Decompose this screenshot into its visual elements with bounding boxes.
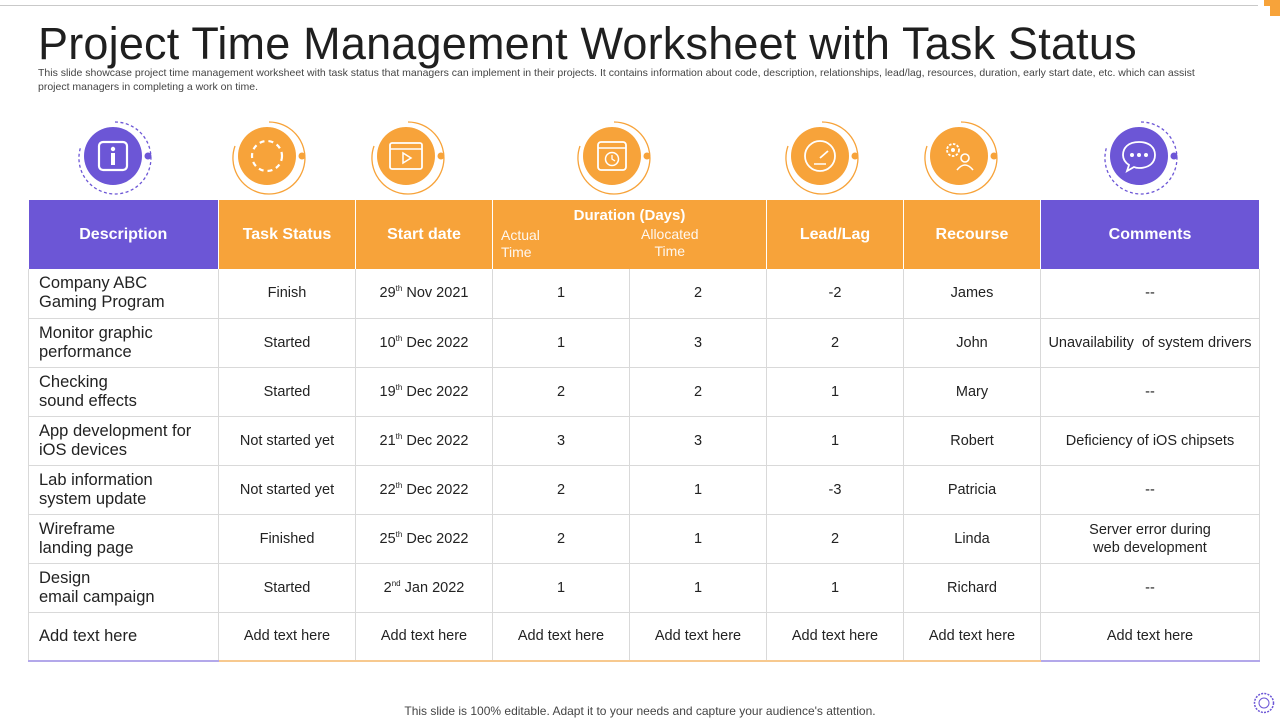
date-day: 29: [379, 285, 396, 302]
cell-allocated-time: 2: [630, 269, 767, 318]
date-day: 22: [379, 481, 396, 498]
cell-description[interactable]: Add text here: [29, 612, 219, 661]
description-line: App development for: [39, 421, 192, 440]
cell-actual-time: 1: [493, 269, 630, 318]
date-suffix: th: [395, 431, 403, 441]
cell-lead-lag: 1: [767, 416, 904, 465]
cell-start-date: [356, 563, 493, 612]
cell-start-date[interactable]: Add text here: [356, 612, 493, 661]
cell-task-status: Not started yet: [219, 465, 356, 514]
date-suffix: th: [395, 529, 403, 539]
cell-actual-time: 2: [493, 514, 630, 563]
cell-description: [29, 416, 219, 465]
comment-line: web development: [1093, 539, 1207, 556]
comment-line: Deficiency of iOS chipsets: [1065, 432, 1235, 449]
table-row: [29, 514, 1260, 563]
description-line: landing page: [39, 538, 134, 557]
cell-lead-lag[interactable]: Add text here: [767, 612, 904, 661]
cell-actual-time: 2: [493, 465, 630, 514]
date-rest: Nov 2021: [402, 285, 469, 302]
cell-task-status: Started: [219, 367, 356, 416]
cell-resource: Patricia: [904, 465, 1041, 514]
cell-allocated-time: 2: [630, 367, 767, 416]
date-day: 10: [379, 334, 396, 351]
cell-resource: James: [904, 269, 1041, 318]
chat-bubble-icon: [1101, 118, 1181, 198]
cell-resource: Richard: [904, 563, 1041, 612]
cell-task-status: Started: [219, 563, 356, 612]
header-allocated-time: Allocated Time: [641, 226, 699, 259]
cell-actual-time: 3: [493, 416, 630, 465]
cell-start-date: [356, 367, 493, 416]
cell-description: [29, 269, 219, 318]
date-rest: Dec 2022: [402, 334, 469, 351]
corner-accent-inner: [1258, 6, 1270, 20]
worksheet-table: [28, 200, 1260, 662]
comment-line: Server error during: [1089, 521, 1211, 538]
cell-comments: [1041, 465, 1260, 514]
cell-actual-time[interactable]: Add text here: [493, 612, 630, 661]
page-title: Project Time Management Worksheet with Task Status: [38, 18, 1137, 69]
header-description: Description: [29, 200, 219, 269]
cell-comments: [1041, 514, 1260, 563]
cell-resource: John: [904, 318, 1041, 367]
date-rest: Dec 2022: [402, 530, 469, 547]
cell-actual-time: 2: [493, 367, 630, 416]
header-actual-time: Actual Time: [501, 227, 540, 260]
cell-description: [29, 514, 219, 563]
date-suffix: th: [395, 333, 403, 343]
cell-start-date: [356, 514, 493, 563]
header-comments: Comments: [1041, 200, 1260, 269]
clock-calendar-icon: [574, 118, 654, 198]
loading-circle-icon: [229, 118, 309, 198]
footer-note: This slide is 100% editable. Adapt it to your needs and capture your audience's attention.: [404, 704, 876, 718]
cell-start-date: [356, 318, 493, 367]
cell-allocated-time: 1: [630, 465, 767, 514]
comment-line: --: [1145, 579, 1155, 596]
description-line: Design: [39, 568, 91, 587]
description-line: Checking: [39, 372, 108, 391]
date-suffix: th: [395, 284, 403, 294]
description-line: Lab information: [39, 470, 153, 489]
cell-task-status: Finish: [219, 269, 356, 318]
comment-line: --: [1145, 383, 1155, 400]
cell-start-date: [356, 416, 493, 465]
speedometer-icon: [782, 118, 862, 198]
cell-comments: [1041, 367, 1260, 416]
cell-lead-lag: -3: [767, 465, 904, 514]
date-day: 2: [383, 579, 392, 596]
cell-lead-lag: 2: [767, 318, 904, 367]
comment-line: --: [1145, 481, 1155, 498]
header-resource: Recourse: [904, 200, 1041, 269]
table-row: [29, 416, 1260, 465]
description-line: Monitor graphic: [39, 323, 153, 342]
cell-task-status[interactable]: Add text here: [219, 612, 356, 661]
header-start-date: Start date: [356, 200, 493, 269]
cell-description: [29, 367, 219, 416]
cell-task-status: Started: [219, 318, 356, 367]
description-line: performance: [39, 342, 132, 361]
date-day: 21: [379, 432, 396, 449]
cell-comments[interactable]: Add text here: [1041, 612, 1260, 661]
description-line: Wireframe: [39, 519, 116, 538]
cell-allocated-time[interactable]: Add text here: [630, 612, 767, 661]
placeholder-row: [29, 612, 1260, 661]
info-icon: [75, 118, 155, 198]
cell-lead-lag: 2: [767, 514, 904, 563]
table-row: [29, 318, 1260, 367]
date-rest: Dec 2022: [402, 383, 469, 400]
date-rest: Jan 2022: [400, 579, 465, 596]
gear-user-icon: [921, 118, 1001, 198]
cell-resource[interactable]: Add text here: [904, 612, 1041, 661]
cell-allocated-time: 3: [630, 416, 767, 465]
cell-lead-lag: 1: [767, 367, 904, 416]
description-line: email campaign: [39, 587, 155, 606]
table-row: [29, 367, 1260, 416]
description-line: system update: [39, 489, 147, 508]
cell-description: [29, 465, 219, 514]
table-row: [29, 563, 1260, 612]
page-subtitle: This slide showcase project time management worksheet with task status that managers can implement in their projects. It contains information about code, description, relationships, lead/lag, resources, duration, early start date, etc. which can assist project managers in completing a work on time.: [38, 67, 1195, 93]
header-duration-title: Duration (Days): [573, 207, 686, 224]
description-line: Company ABC: [39, 274, 148, 293]
cell-task-status: Finished: [219, 514, 356, 563]
brand-badge-icon: [1253, 692, 1275, 714]
cell-comments: [1041, 269, 1260, 318]
cell-comments: [1041, 318, 1260, 367]
cell-description: [29, 318, 219, 367]
comment-line: Unavailability of system drivers: [1048, 334, 1252, 351]
description-line: sound effects: [39, 391, 137, 410]
date-day: 19: [379, 383, 396, 400]
cell-allocated-time: 1: [630, 514, 767, 563]
header-task-status: Task Status: [219, 200, 356, 269]
date-rest: Dec 2022: [402, 481, 469, 498]
cell-resource: Linda: [904, 514, 1041, 563]
cell-lead-lag: -2: [767, 269, 904, 318]
date-rest: Dec 2022: [402, 432, 469, 449]
cell-start-date: [356, 465, 493, 514]
cell-allocated-time: 1: [630, 563, 767, 612]
cell-allocated-time: 3: [630, 318, 767, 367]
description-line: Gaming Program: [39, 293, 165, 312]
top-divider: [0, 5, 1258, 6]
cell-lead-lag: 1: [767, 563, 904, 612]
cell-resource: Robert: [904, 416, 1041, 465]
cell-actual-time: 1: [493, 318, 630, 367]
cell-actual-time: 1: [493, 563, 630, 612]
cell-comments: [1041, 563, 1260, 612]
comment-line: --: [1145, 285, 1155, 302]
cell-task-status: Not started yet: [219, 416, 356, 465]
header-duration: [493, 200, 767, 269]
cell-comments: [1041, 416, 1260, 465]
cell-resource: Mary: [904, 367, 1041, 416]
date-suffix: th: [395, 382, 403, 392]
date-day: 25: [379, 530, 396, 547]
date-suffix: th: [395, 480, 403, 490]
cell-start-date: [356, 269, 493, 318]
header-row: [29, 200, 1260, 269]
description-line: iOS devices: [39, 440, 128, 459]
table-row: [29, 269, 1260, 318]
video-calendar-icon: [368, 118, 448, 198]
header-lead-lag: Lead/Lag: [767, 200, 904, 269]
table-row: [29, 465, 1260, 514]
date-suffix: nd: [391, 578, 401, 588]
cell-description: [29, 563, 219, 612]
